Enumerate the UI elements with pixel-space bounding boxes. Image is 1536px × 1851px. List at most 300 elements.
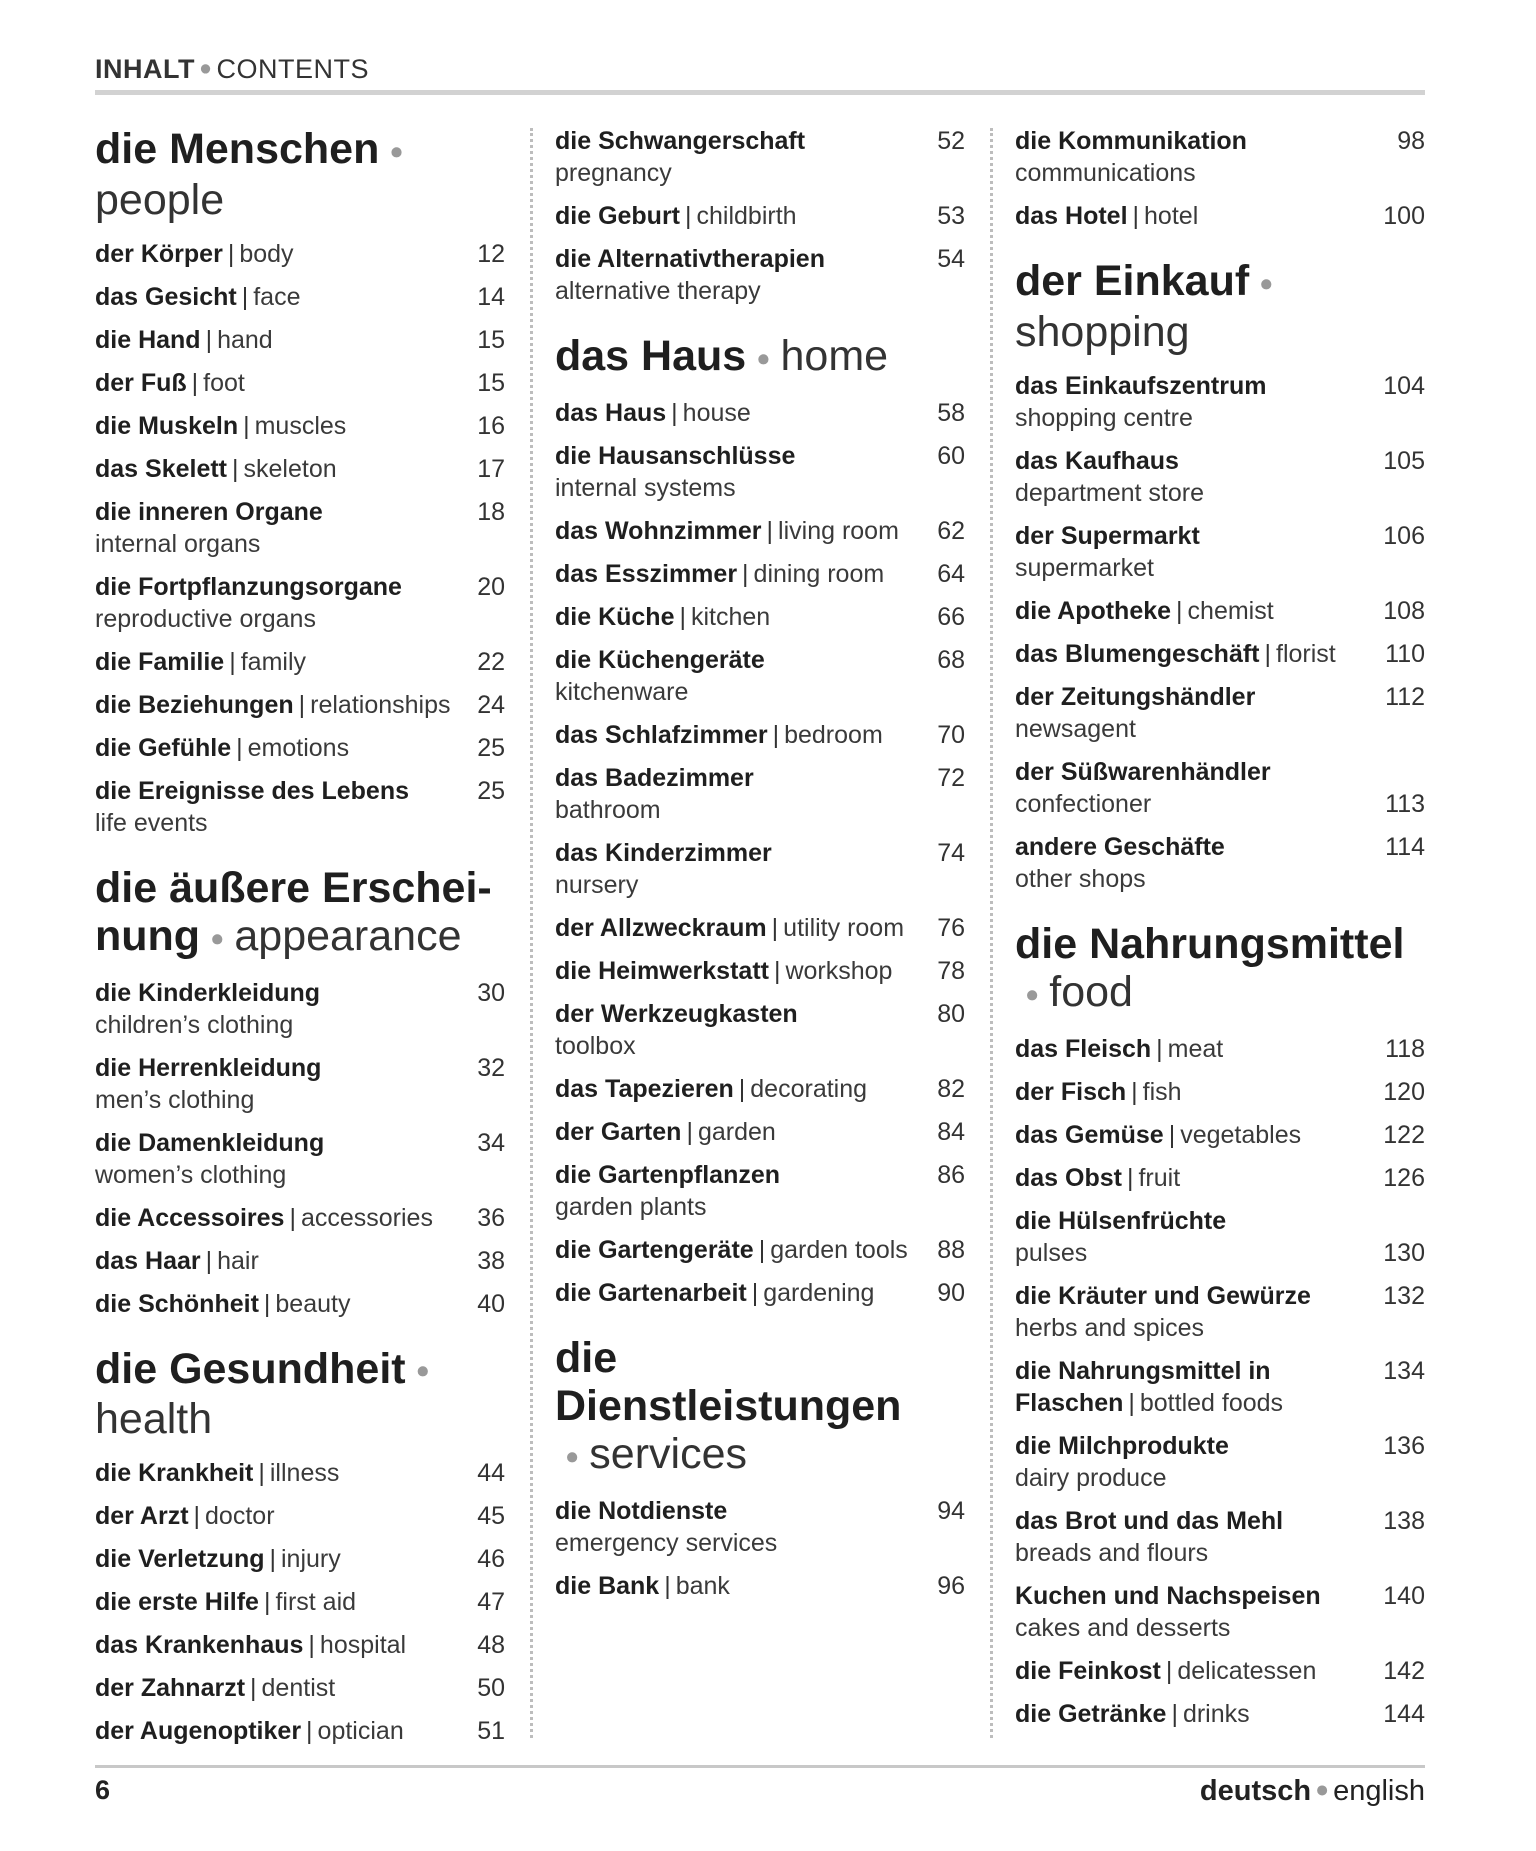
entry-title-en: life events [95,808,208,837]
toc-entry[interactable] [95,496,505,560]
separator: | [232,454,239,483]
entry-page-number: 62 [937,516,965,545]
entry-title-en: face [253,282,301,311]
entry-title-de: der Augenoptiker [95,1717,302,1746]
toc-entry[interactable] [555,644,965,708]
entry-page-number: 84 [937,1117,965,1146]
entry-page-number: 100 [1383,202,1425,230]
entry-page-number: 52 [937,127,965,155]
toc-entry[interactable] [95,571,505,635]
separator: | [772,720,780,749]
toc-entry[interactable] [1015,1205,1425,1269]
toc-entry[interactable] [555,1234,965,1266]
language-footer [1200,1775,1425,1808]
separator: | [1126,1163,1134,1192]
entry-page-number: 12 [477,239,505,268]
toc-entry[interactable] [95,977,505,1041]
entry-title-de: die Accessoires [95,1203,285,1232]
entry-title-de: der Körper [95,239,223,268]
entry-title-en: accessories [300,1203,433,1232]
entry-page-number: 118 [1385,1034,1425,1063]
section-title [555,332,965,383]
section-title-de: die Dienstleistungen [555,1333,902,1430]
entry-title-en: dairy produce [1015,1463,1167,1492]
entry-title-en: garden plants [555,1192,707,1221]
entry-title-en: dentist [261,1674,336,1703]
entry-title-de: Kuchen und Nachspeisen [1015,1581,1321,1610]
entry-text [555,243,915,307]
separator: | [191,368,199,397]
entry-title-de: die Milchprodukte [1015,1431,1229,1460]
entry-title-de: die Hülsenfrüchte [1015,1206,1227,1235]
separator: | [671,398,678,427]
entry-text [555,837,915,901]
header-de: INHALT [95,54,195,84]
toc-entry[interactable] [95,1202,505,1234]
entry-title-en: hotel [1144,202,1199,230]
section-title-en: health [95,1395,213,1444]
separator: | [664,1571,671,1600]
entry-text [555,397,915,429]
separator: | [229,647,236,676]
entry-text [1015,681,1375,745]
entry-title-de: das Gemüse [1015,1120,1164,1149]
section-title-de: die Nahrungsmittel [1015,919,1405,968]
separator: | [306,1717,313,1746]
section-spacer [95,850,505,864]
entry-title-en: relationships [310,690,451,719]
entry-page-number: 113 [1385,789,1425,818]
separator: | [773,956,781,985]
separator: | [742,559,749,588]
entry-text [555,762,915,826]
entry-text [1015,370,1375,434]
entry-text [555,1116,915,1148]
section-title [1015,920,1425,1019]
entry-page-number: 70 [937,720,965,749]
entry-text [555,515,915,547]
entry-title-de: das Kinderzimmer [555,838,772,867]
entry-text [95,324,455,356]
entry-title-de: das Obst [1015,1163,1122,1192]
entry-title-de: die Feinkost [1015,1656,1161,1685]
entry-title-en: internal organs [95,529,261,558]
entry-page-number: 68 [937,645,965,674]
entry-title-de: die Nahrungsmittel in Flaschen [1015,1356,1271,1417]
section-title-en: people [95,175,225,224]
entry-title-en: herbs and spices [1015,1313,1205,1342]
entry-text [555,601,915,633]
toc-entry[interactable] [555,998,965,1062]
entry-title-en: nursery [555,870,639,899]
section-spacer [555,318,965,332]
toc-entry[interactable] [1015,1505,1425,1569]
entry-title-en: kitchen [690,602,771,631]
toc-entry[interactable] [555,515,965,547]
entry-page-number: 46 [477,1545,505,1574]
entry-title-en: illness [269,1459,340,1488]
toc-entry[interactable] [95,453,505,485]
entry-title-en: emergency services [555,1528,778,1557]
entry-title-en: optician [317,1717,404,1746]
entry-title-de: die Gartenpflanzen [555,1160,781,1189]
entry-text [95,496,455,560]
entry-title-en: fruit [1138,1163,1181,1192]
entry-page-number: 76 [937,913,965,942]
entry-page-number: 104 [1383,371,1425,400]
entry-title-en: doctor [205,1502,275,1531]
bullet-icon: ● [415,1358,430,1385]
toc-entry[interactable] [95,238,505,270]
entry-page-number: 144 [1383,1699,1425,1728]
entry-title-de: die Getränke [1015,1699,1167,1728]
entry-page-number: 15 [477,325,505,354]
entry-text [95,410,455,442]
entry-title-de: der Arzt [95,1502,189,1531]
running-header [95,54,369,85]
toc-entry[interactable] [1015,1580,1425,1644]
toc-entry[interactable] [95,1052,505,1116]
entry-title-de: der Garten [555,1117,682,1146]
section-title-de: der Einkauf [1015,257,1250,305]
entry-title-en: dining room [753,559,885,588]
entry-title-de: der Fisch [1015,1077,1127,1106]
entry-page-number: 40 [477,1289,505,1318]
bullet-icon: ● [1025,981,1040,1008]
entry-page-number: 16 [477,411,505,440]
entry-text [555,1234,915,1266]
entry-title-en: hand [217,325,273,354]
entry-page-number: 18 [477,497,505,526]
toc-entry[interactable] [555,1495,965,1559]
entry-title-en: hair [217,1246,259,1275]
entry-title-en: family [240,647,307,676]
toc-entry[interactable] [95,1457,505,1489]
toc-entry[interactable] [95,1245,505,1277]
toc-entry[interactable] [555,719,965,751]
entry-title-en: alternative therapy [555,277,761,305]
entry-text [95,453,455,485]
toc-entry[interactable] [95,1500,505,1532]
bullet-icon: ● [565,1443,580,1470]
entry-text [95,1715,455,1747]
entry-page-number: 22 [477,647,505,676]
entry-text [1015,1119,1375,1151]
toc-entry[interactable] [555,955,965,987]
entry-title-en: meat [1167,1034,1224,1063]
entry-title-de: die Beziehungen [95,690,294,719]
entry-page-number: 108 [1383,596,1425,625]
toc-entry[interactable] [555,1116,965,1148]
entry-title-de: das Haar [95,1246,201,1275]
entry-title-en: breads and flours [1015,1538,1209,1567]
entry-page-number: 94 [937,1496,965,1525]
toc-entry[interactable] [555,558,965,590]
entry-title-de: der Süßwarenhändler [1015,757,1271,786]
toc-entry[interactable] [555,1570,965,1602]
toc-column-3 [1015,125,1425,1741]
entry-title-de: die Verletzung [95,1545,265,1574]
entry-page-number: 136 [1383,1431,1425,1460]
entry-page-number: 126 [1383,1163,1425,1192]
entry-title-de: das Haus [555,398,667,427]
separator: | [193,1502,201,1531]
entry-page-number: 98 [1397,127,1425,155]
entry-title-de: das Esszimmer [555,559,738,588]
toc-entry[interactable] [95,410,505,442]
toc-entry[interactable] [1015,638,1425,670]
entry-title-en: department store [1015,478,1204,507]
separator: | [1171,1699,1178,1728]
toc-entry[interactable] [95,1715,505,1747]
entry-title-de: das Schlafzimmer [555,720,768,749]
section-title [95,125,505,224]
entry-text [555,440,915,504]
entry-title-en: kitchenware [555,677,689,706]
entry-page-number: 38 [477,1246,505,1275]
toc-entry[interactable] [95,367,505,399]
toc-entry[interactable] [555,243,965,307]
entry-title-de: das Gesicht [95,282,237,311]
toc-entry[interactable] [1015,1430,1425,1494]
entry-title-en: bathroom [555,795,661,824]
entry-text [1015,1655,1375,1687]
toc-entry[interactable] [1015,831,1425,895]
entry-title-de: der Werkzeugkasten [555,999,798,1028]
entry-page-number: 50 [477,1674,505,1703]
entry-text [1015,1355,1375,1419]
toc-entry[interactable] [95,775,505,839]
entry-title-de: das Tapezieren [555,1074,734,1103]
entry-text [95,367,455,399]
entry-page-number: 36 [477,1203,505,1232]
toc-entry[interactable] [95,1586,505,1618]
entry-title-en: workshop [785,956,893,985]
toc-entry[interactable] [95,646,505,678]
toc-entry[interactable] [555,200,965,232]
separator: | [1176,596,1183,625]
toc-entry[interactable] [1015,1076,1425,1108]
entry-page-number: 54 [937,245,965,273]
toc-entry[interactable] [555,1277,965,1309]
entry-page-number: 34 [477,1128,505,1157]
entry-text [1015,1076,1375,1108]
section-title-de: das Haus [555,332,747,380]
entry-text [555,1277,915,1309]
toc-entry[interactable] [1015,756,1425,820]
separator: | [1168,1120,1176,1149]
entry-title-de: die Kinderkleidung [95,978,321,1007]
entry-title-en: hospital [319,1631,407,1660]
toc-entry[interactable] [1015,370,1425,434]
entry-title-en: utility room [783,913,905,942]
entry-title-de: das Fleisch [1015,1034,1152,1063]
header-rule [95,90,1425,95]
section-title-en: home [780,332,889,380]
section-spacer [1015,906,1425,920]
entry-page-number: 112 [1385,682,1425,711]
section-spacer [1015,243,1425,257]
entry-title-de: die Gartengeräte [555,1235,754,1264]
entry-page-number: 20 [477,572,505,601]
toc-entry[interactable] [1015,681,1425,745]
entry-text [95,1288,455,1320]
entry-title-de: das Kaufhaus [1015,446,1179,475]
toc-entry[interactable] [1015,1119,1425,1151]
toc-entry[interactable] [555,440,965,504]
entry-title-de: das Wohnzimmer [555,516,762,545]
section-title [95,1345,505,1444]
entry-page-number: 48 [477,1631,505,1660]
entry-text [555,558,915,590]
entry-text [555,200,915,232]
entry-title-de: das Hotel [1015,202,1128,230]
toc-column-2 [555,125,965,1613]
toc-entry[interactable] [95,732,505,764]
toc-entry[interactable] [1015,1655,1425,1687]
entry-page-number: 80 [937,999,965,1028]
entry-text [1015,1280,1375,1344]
toc-entry[interactable] [1015,595,1425,627]
toc-entry[interactable] [95,1543,505,1575]
separator: | [771,913,779,942]
entry-title-en: vegetables [1180,1120,1302,1149]
section-title [1015,257,1425,356]
toc-entry[interactable] [555,912,965,944]
toc-entry[interactable] [1015,1355,1425,1419]
entry-page-number: 58 [937,398,965,427]
entry-title-de: der Allzweckraum [555,913,767,942]
section-title-de: die Menschen [95,125,380,173]
toc-entry[interactable] [555,601,965,633]
separator: | [236,733,243,762]
entry-page-number: 105 [1383,446,1425,475]
section-title [555,1334,965,1481]
bullet-icon: ● [389,138,404,165]
entry-page-number: 72 [937,763,965,792]
toc-entry[interactable] [555,837,965,901]
separator: | [1128,1388,1135,1417]
separator: | [205,325,213,354]
toc-entry[interactable] [555,1073,965,1105]
column-divider [990,128,993,1738]
toc-entry[interactable] [95,1288,505,1320]
entry-text [555,644,915,708]
entry-title-en: injury [280,1545,341,1574]
section-title-de: die Gesundheit [95,1344,406,1393]
entry-title-en: florist [1276,639,1336,668]
footer-lang-en: english [1333,1775,1425,1807]
entry-text [95,1586,455,1618]
entry-title-en: garden [697,1117,776,1146]
entry-page-number: 96 [937,1571,965,1600]
entry-text [95,571,455,635]
entry-title-en: supermarket [1015,553,1154,582]
entry-title-en: women’s clothing [95,1160,287,1189]
toc-entry[interactable] [1015,520,1425,584]
entry-page-number: 24 [477,690,505,719]
toc-entry[interactable] [95,689,505,721]
entry-text [555,955,915,987]
entry-text [1015,756,1375,820]
entry-title-en: house [682,398,751,427]
entry-page-number: 132 [1383,1281,1425,1310]
entry-title-en: bottled foods [1139,1388,1284,1417]
entry-page-number: 110 [1385,639,1425,668]
toc-entry[interactable] [95,1672,505,1704]
entry-text [1015,638,1375,670]
entry-title-de: die Muskeln [95,411,239,440]
bullet-icon: ● [210,925,225,952]
toc-entry[interactable] [1015,1280,1425,1344]
entry-page-number: 66 [937,602,965,631]
toc-entry[interactable] [1015,1033,1425,1065]
entry-page-number: 142 [1383,1656,1425,1685]
entry-page-number: 88 [937,1235,965,1264]
entry-page-number: 134 [1383,1356,1425,1385]
toc-entry[interactable] [95,1629,505,1661]
entry-text [95,1457,455,1489]
entry-title-en: cakes and desserts [1015,1613,1231,1642]
toc-entry[interactable] [1015,445,1425,509]
entry-page-number: 44 [477,1459,505,1488]
toc-entry[interactable] [1015,125,1425,189]
entry-title-en: bedroom [784,720,883,749]
entry-title-de: die Schwangerschaft [555,127,806,155]
entry-title-en: body [239,239,294,268]
entry-text [95,977,455,1041]
toc-entry[interactable] [95,281,505,313]
entry-title-en: internal systems [555,473,736,502]
entry-page-number: 53 [937,202,965,230]
entry-text [95,1202,455,1234]
entry-title-en: newsagent [1015,714,1136,743]
toc-entry[interactable] [555,1159,965,1223]
entry-title-en: gardening [763,1278,875,1307]
toc-entry[interactable] [1015,1698,1425,1730]
entry-title-en: men’s clothing [95,1085,255,1114]
entry-text [1015,445,1375,509]
entry-text [1015,1505,1375,1569]
section-title-en: services [589,1429,747,1478]
entry-title-en: skeleton [243,454,337,483]
entry-text [1015,1698,1375,1730]
toc-entry[interactable] [555,125,965,189]
separator: | [308,1631,315,1660]
entry-title-de: die Krankheit [95,1459,254,1488]
entry-title-en: first aid [275,1588,357,1617]
entry-title-de: das Krankenhaus [95,1631,304,1660]
toc-entry[interactable] [555,762,965,826]
entry-title-de: die Kommunikation [1015,127,1247,155]
entry-page-number: 140 [1383,1581,1425,1610]
toc-entry[interactable] [555,397,965,429]
toc-entry[interactable] [95,1127,505,1191]
entry-title-de: die Küche [555,602,675,631]
toc-entry[interactable] [1015,1162,1425,1194]
toc-entry[interactable] [95,324,505,356]
entry-title-de: das Brot und das Mehl [1015,1506,1284,1535]
entry-text [555,1159,915,1223]
separator: | [685,202,692,230]
separator: | [258,1459,265,1488]
entry-page-number: 120 [1383,1077,1425,1106]
toc-entry[interactable] [1015,200,1425,232]
separator: | [1165,1656,1173,1685]
entry-title-de: die Schönheit [95,1289,259,1318]
entry-title-en: garden tools [770,1235,908,1264]
entry-page-number: 138 [1383,1506,1425,1535]
